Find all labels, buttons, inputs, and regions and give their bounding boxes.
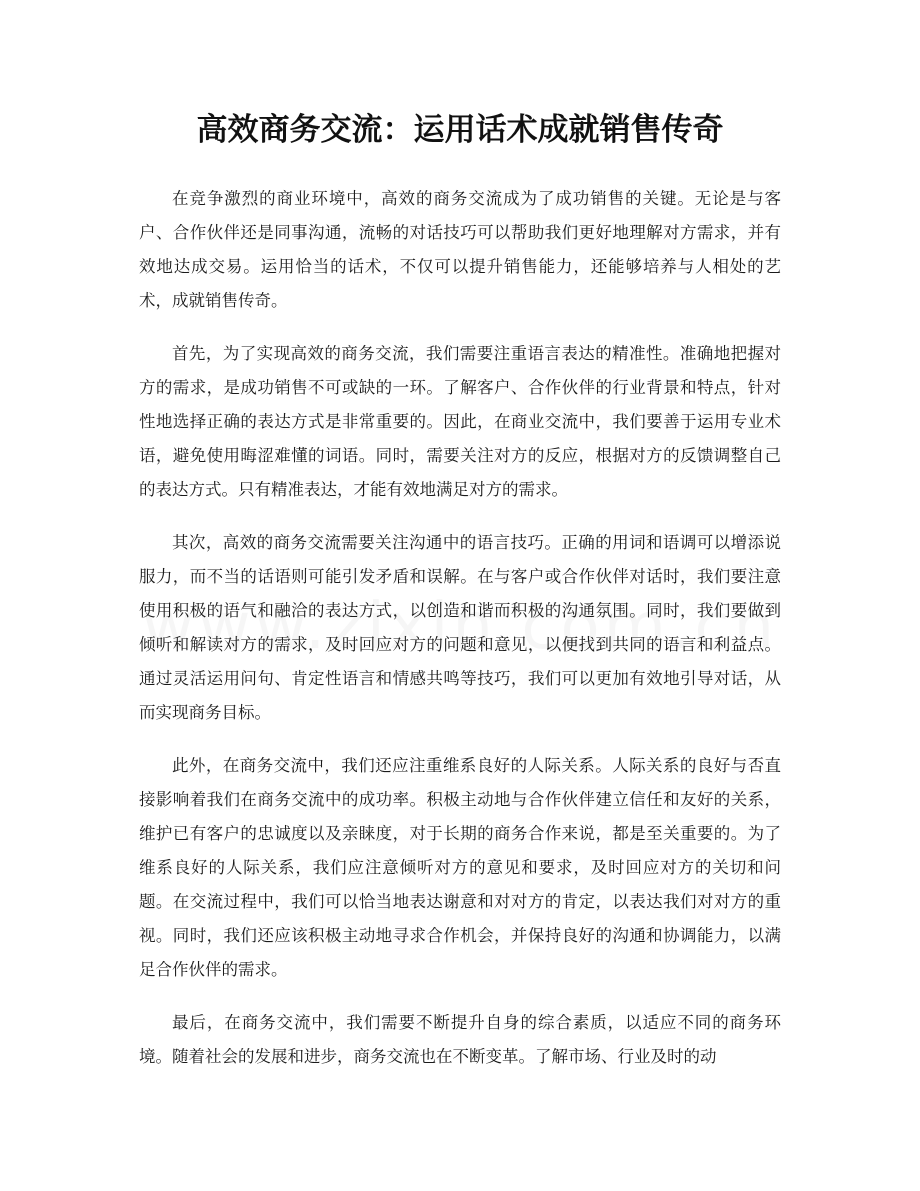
document-body [139,182,781,1093]
paragraph-4: 此外，在商务交流中，我们还应注重维系良好的人际关系。人际关系的良好与否直接影响着我们在商务交流中的成功率。积极主动地与合作伙伴建立信任和友好的关系，维护已有客户的忠诚度以及亲睐度，对于长期的商务合作来说，都是至关重要的。为了维系良好的人际关系，我们应注意倾听对方的意见和要求，及时回应对方的关切和问题。在交流过程中，我们可以恰当地表达谢意和对对方的肯定，以表达我们对对方的重视。同时，我们还应该积极主动地寻求合作机会，并保持良好的沟通和协调能力，以满足合作伙伴的需求。 [139,756,781,979]
paragraph-1: 在竞争激烈的商业环境中，高效的商务交流成为了成功销售的关键。无论是与客户、合作伙伴还是同事沟通，流畅的对话技巧可以帮助我们更好地理解对方需求，并有效地达成交易。运用恰当的话术，不仅可以提升销售能力，还能够培养与人相处的艺术，成就销售传奇。 [139,189,781,310]
paragraph-5: 最后，在商务交流中，我们需要不断提升自身的综合素质，以适应不同的商务环境。随着社会的发展和进步，商务交流也在不断变革。了解市场、行业及时的动 [139,1013,781,1066]
paragraph-3: 其次，高效的商务交流需要关注沟通中的语言技巧。正确的用词和语调可以增添说服力，而不当的话语则可能引发矛盾和误解。在与客户或合作伙伴对话时，我们要注意使用积极的语气和融洽的表达方式，以创造和谐而积极的沟通氛围。同时，我们要做到倾听和解读对方的需求，及时回应对方的问题和意见，以便找到共同的语言和利益点。通过灵活运用问句、肯定性语言和情感共鸣等技巧，我们可以更加有效地引导对话，从而实现商务目标。 [139,533,781,722]
page-title: 高效商务交流：运用话术成就销售传奇 [196,112,724,148]
paragraph-2: 首先，为了实现高效的商务交流，我们需要注重语言表达的精准性。准确地把握对方的需求，是成功销售不可或缺的一环。了解客户、合作伙伴的行业背景和特点，针对性地选择正确的表达方式是非常重要的。因此，在商业交流中，我们要善于运用专业术语，避免使用晦涩难懂的词语。同时，需要关注对方的反应，根据对方的反馈调整自己的表达方式。只有精准表达，才能有效地满足对方的需求。 [139,344,781,499]
